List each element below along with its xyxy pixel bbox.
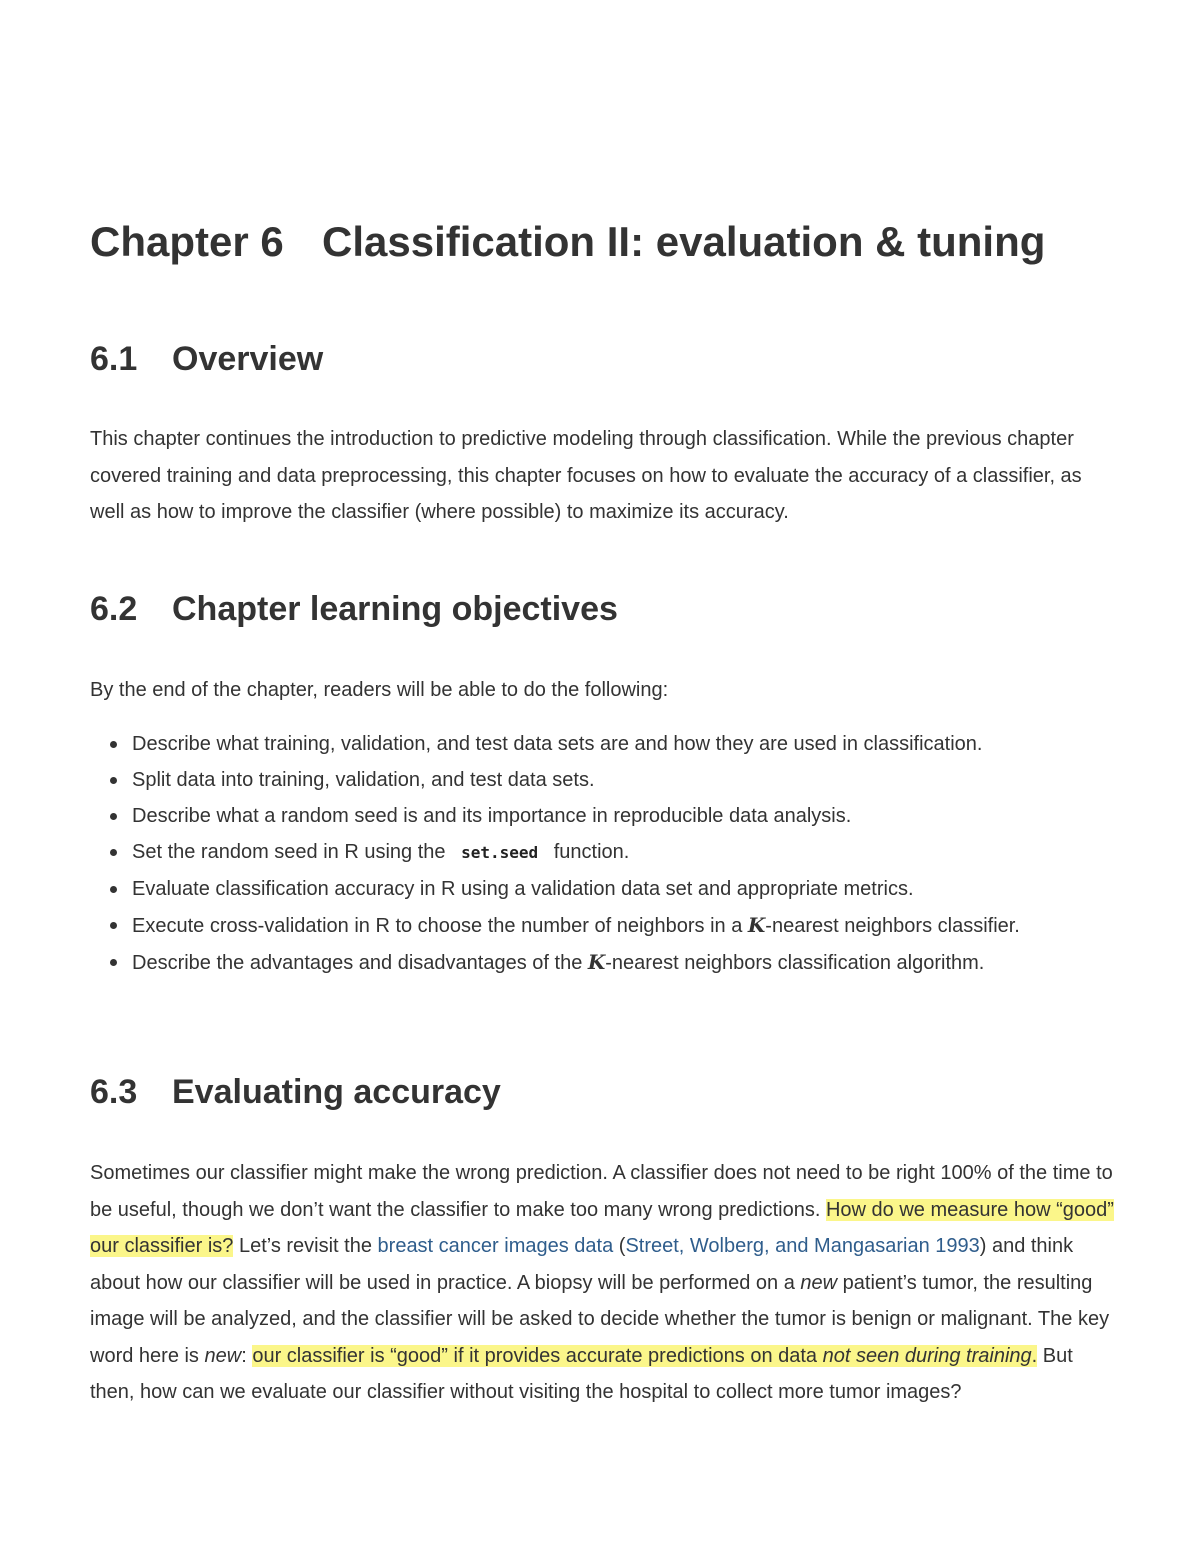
chapter-title-text: Classification II: evaluation & tuning (322, 218, 1046, 265)
section-heading-accuracy (90, 1073, 501, 1112)
accuracy-paragraph: Sometimes our classifier might make the wrong prediction. A classifier does not need to be right 100% of the time to be useful, though we don’t want the classifier to make too many wrong predictions. How do we measure how “good” our classifier is? Let’s revisit the breast cancer images data (Street, Wolberg, and Mangasarian 1993) and think about how our classifier will be used in practice. A biopsy will be performed on a new patient’s tumor, the resulting image will be analyzed, and the classifier will be asked to decide whether the tumor is benign or malignant. The key word here is new: our classifier is “good” if it provides accurate predictions on data not seen during training. But then, how can we evaluate our classifier without visiting the hospital to collect more tumor images? (90, 1162, 1114, 1403)
list-item: Evaluate classification accuracy in R using a validation data set and appropriate metrics. (90, 871, 1120, 907)
overview-paragraph: This chapter continues the introduction to predictive modeling through classification. While the previous chapter covered training and data preprocessing, this chapter focuses on how to evaluate the accuracy of a classifier, as well as how to improve the classifier (where possible) to maximize its accuracy. (90, 428, 1082, 523)
chapter-number: Chapter 6 (90, 218, 284, 265)
math-k: K (747, 913, 766, 937)
list-item: Execute cross-validation in R to choose the number of neighbors in a K-nearest neighbors classifier. (90, 907, 1120, 944)
section-heading-objectives (90, 590, 618, 629)
list-item: Describe the advantages and disadvantages of the K-nearest neighbors classification algorithm. (90, 944, 1120, 981)
section-number: 6.3 (90, 1073, 138, 1111)
objectives-list (90, 726, 1120, 981)
list-item: Describe what training, validation, and test data sets are and how they are used in classification. (90, 726, 1120, 762)
list-item: Describe what a random seed is and its importance in reproducible data analysis. (90, 798, 1120, 834)
link-citation[interactable]: Street, Wolberg, and Mangasarian 1993 (625, 1235, 980, 1257)
highlight: How do we measure how “good” our classifier is? (90, 1198, 1114, 1257)
section-heading-text: Evaluating accuracy (172, 1073, 501, 1111)
section-heading-overview (90, 340, 323, 379)
link-breast-cancer-data[interactable]: breast cancer images data (377, 1235, 614, 1257)
chapter-title (90, 218, 1045, 266)
highlight: our classifier is “good” if it provides accurate predictions on data not seen during training. (252, 1344, 1038, 1367)
section-heading-text: Chapter learning objectives (172, 590, 618, 628)
objectives-intro: By the end of the chapter, readers will be able to do the following: (90, 679, 669, 701)
section-number: 6.1 (90, 340, 138, 378)
math-k: K (587, 950, 606, 974)
list-item: Set the random seed in R using the set.seed function. (90, 834, 1120, 871)
inline-code: set.seed (461, 843, 539, 862)
list-item: Split data into training, validation, and test data sets. (90, 762, 1120, 798)
section-number: 6.2 (90, 590, 138, 628)
section-heading-text: Overview (172, 340, 324, 378)
